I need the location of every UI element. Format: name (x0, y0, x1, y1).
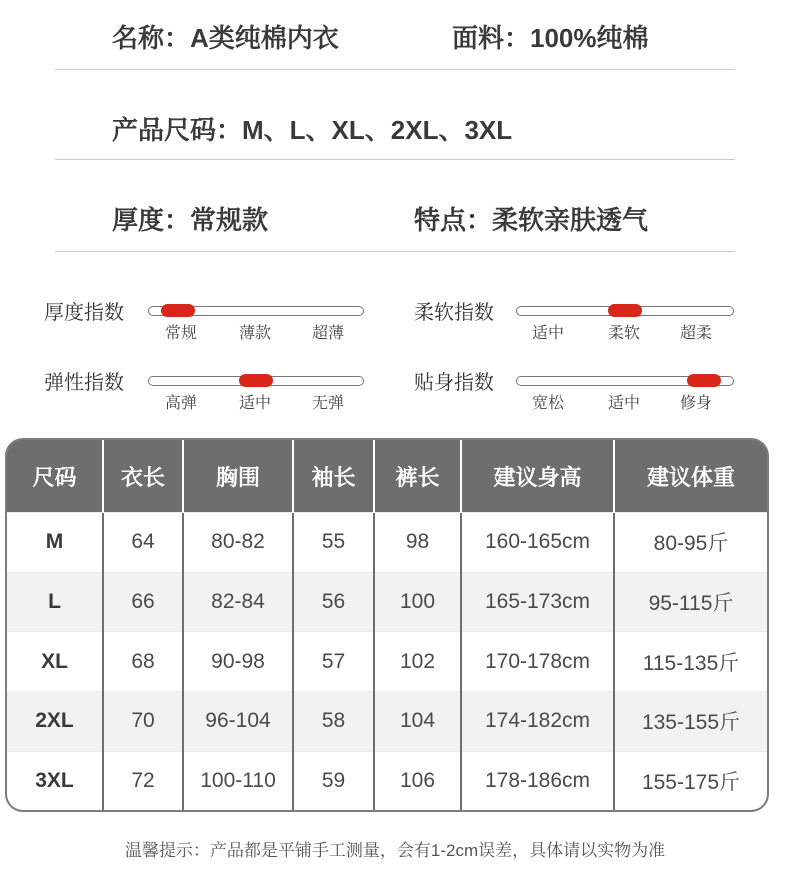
header-weight: 建议体重 (614, 440, 767, 513)
table-cell: XL (7, 632, 103, 692)
table-cell: 160-165cm (461, 513, 614, 573)
table-cell: 155-175斤 (614, 751, 767, 810)
table-cell: 165-173cm (461, 572, 614, 632)
table-cell: 68 (103, 632, 183, 692)
size-table (5, 438, 769, 812)
table-cell: 95-115斤 (614, 572, 767, 632)
table-cell: L (7, 572, 103, 632)
fit-index (414, 366, 774, 426)
table-cell: 2XL (7, 692, 103, 752)
table-cell: M (7, 513, 103, 573)
index-tick: 薄款 (238, 325, 272, 342)
index-track (516, 306, 734, 316)
thickness-info: 厚度：常规款 (112, 205, 269, 235)
index-indicator (687, 374, 721, 387)
size-info: 产品尺码：M、L、XL、2XL、3XL (112, 115, 513, 145)
index-track (516, 376, 734, 386)
index-indicator (608, 304, 642, 317)
table-cell: 66 (103, 572, 183, 632)
table-cell: 100-110 (183, 751, 293, 810)
table-cell: 57 (293, 632, 374, 692)
table-cell: 56 (293, 572, 374, 632)
index-tick: 无弹 (311, 395, 345, 412)
header-chest: 胸围 (183, 440, 293, 513)
index-tick: 常规 (164, 325, 198, 342)
table-cell: 72 (103, 751, 183, 810)
header-length: 衣长 (103, 440, 183, 513)
product-name: 名称：A类纯棉内衣 (112, 23, 339, 53)
index-track (148, 376, 364, 386)
index-tick: 适中 (238, 395, 272, 412)
table-cell: 64 (103, 513, 183, 573)
footnote: 温馨提示：产品都是平铺手工测量，会有1-2cm误差，具体请以实物为准 (124, 841, 666, 860)
thickness-index (44, 296, 404, 356)
index-tick: 适中 (531, 325, 565, 342)
index-tick: 修身 (679, 395, 713, 412)
table-cell: 90-98 (183, 632, 293, 692)
table-cell: 115-135斤 (614, 632, 767, 692)
index-tick: 超薄 (311, 325, 345, 342)
table-cell: 104 (374, 692, 461, 752)
elasticity-index (44, 366, 404, 426)
index-tick: 超柔 (679, 325, 713, 342)
index-track (148, 306, 364, 316)
table-row (7, 751, 767, 810)
table-cell: 59 (293, 751, 374, 810)
table-cell: 3XL (7, 751, 103, 810)
table-row (7, 692, 767, 752)
table-cell: 96-104 (183, 692, 293, 752)
index-indicator (161, 304, 195, 317)
table-row (7, 513, 767, 573)
fabric-info: 面料：100%纯棉 (452, 23, 649, 53)
table-cell: 170-178cm (461, 632, 614, 692)
softness-index (414, 296, 774, 356)
index-tick: 高弹 (164, 395, 198, 412)
index-label: 柔软指数 (414, 302, 494, 324)
table-cell: 80-82 (183, 513, 293, 573)
index-tick: 适中 (607, 395, 641, 412)
table-cell: 82-84 (183, 572, 293, 632)
divider (55, 159, 735, 160)
feature-info: 特点：柔软亲肤透气 (414, 205, 649, 235)
divider (55, 251, 735, 252)
index-tick: 宽松 (531, 395, 565, 412)
table-cell: 106 (374, 751, 461, 810)
table-cell: 55 (293, 513, 374, 573)
table-cell: 178-186cm (461, 751, 614, 810)
table-cell: 102 (374, 632, 461, 692)
table-cell: 100 (374, 572, 461, 632)
index-label: 厚度指数 (44, 302, 124, 324)
header-pants: 裤长 (374, 440, 461, 513)
header-sleeve: 袖长 (293, 440, 374, 513)
header-height: 建议身高 (461, 440, 614, 513)
table-cell: 70 (103, 692, 183, 752)
table-cell: 58 (293, 692, 374, 752)
table-cell: 174-182cm (461, 692, 614, 752)
index-label: 贴身指数 (414, 372, 494, 394)
header-size: 尺码 (7, 440, 103, 513)
table-cell: 98 (374, 513, 461, 573)
table-row (7, 572, 767, 632)
table-header-row (7, 440, 767, 513)
index-indicator (239, 374, 273, 387)
table-cell: 80-95斤 (614, 513, 767, 573)
index-tick: 柔软 (607, 325, 641, 342)
table-cell: 135-155斤 (614, 692, 767, 752)
divider (55, 69, 735, 70)
index-label: 弹性指数 (44, 372, 124, 394)
table-row (7, 632, 767, 692)
